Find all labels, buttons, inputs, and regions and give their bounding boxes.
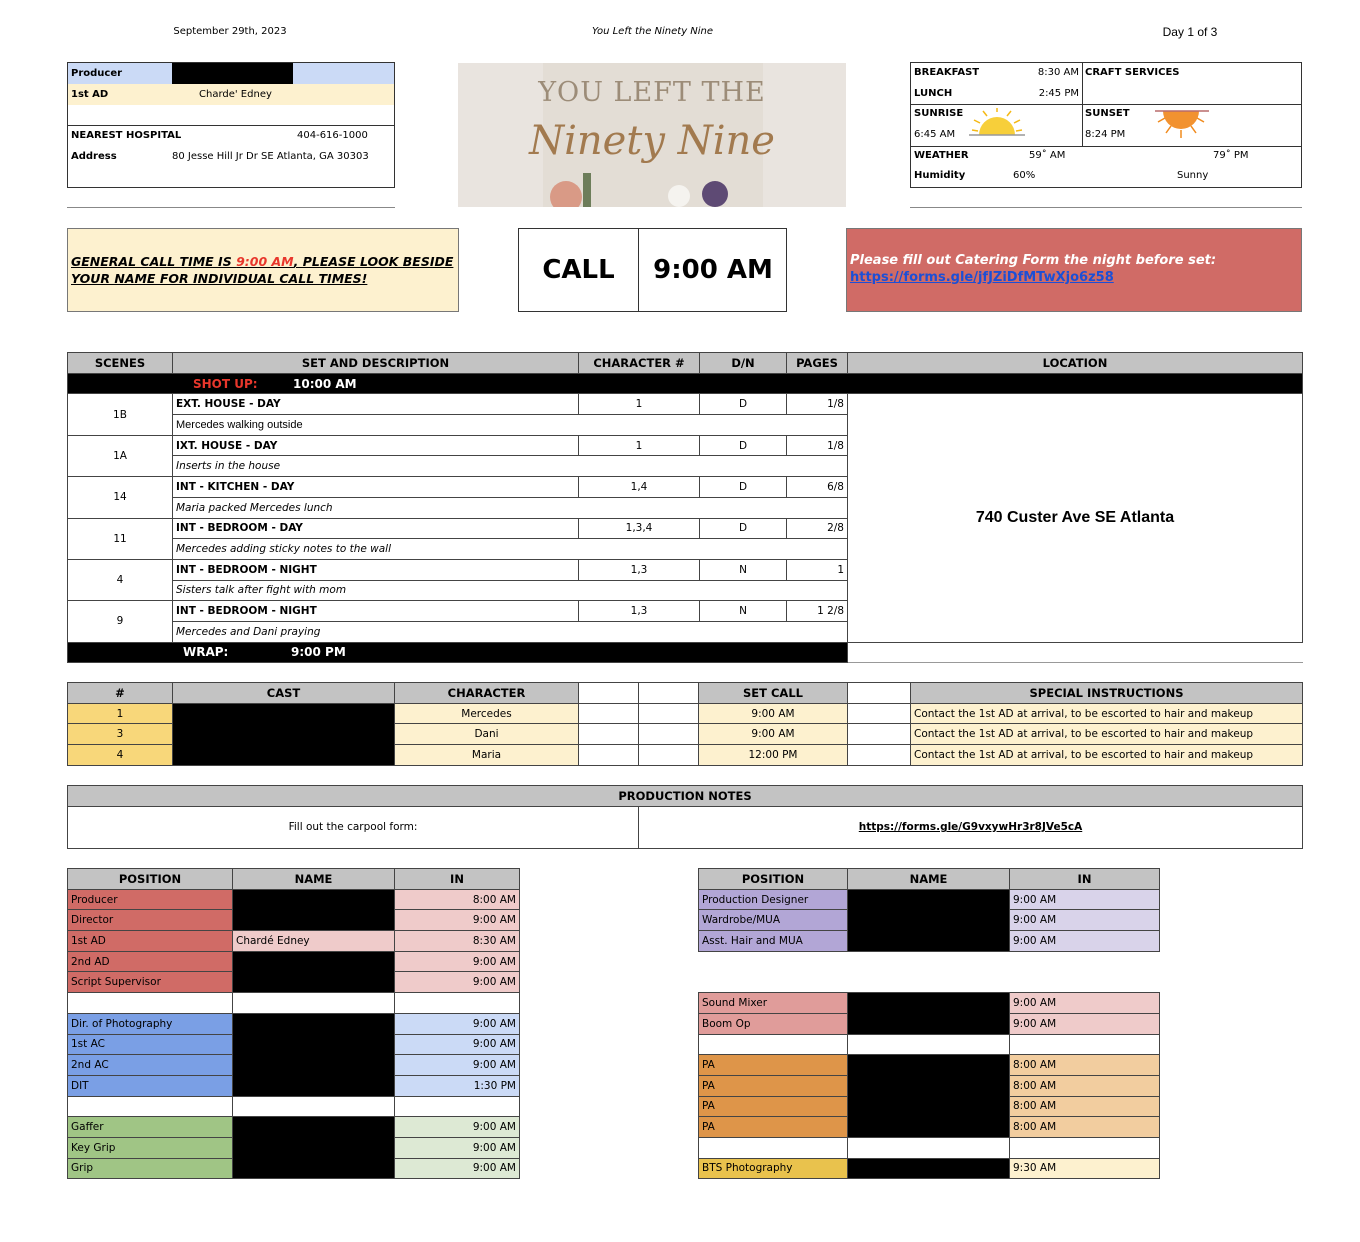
lunch-label: LUNCH	[914, 88, 953, 99]
crew-position: PA	[699, 1117, 848, 1138]
crew-in: 9:30 AM	[1010, 1158, 1160, 1179]
crew-row	[68, 951, 520, 972]
scenes-table	[67, 352, 1303, 663]
crew-name-redacted	[848, 889, 1010, 951]
scene-characters: 1,3	[579, 559, 700, 580]
weather-pm: 79˚ PM	[1213, 150, 1249, 161]
scene-set: INT - BEDROOM - DAY	[173, 518, 579, 539]
crew-position: Wardrobe/MUA	[699, 910, 848, 931]
hospital-row	[68, 125, 394, 146]
production-notes	[67, 785, 1303, 849]
scene-pages: 6/8	[787, 477, 848, 498]
lamb-icon	[668, 185, 690, 207]
header-special-instructions: SPECIAL INSTRUCTIONS	[911, 683, 1303, 704]
header-pages: PAGES	[787, 353, 848, 374]
header-cast: CAST	[173, 683, 395, 704]
logo-line-2: Ninety Nine	[529, 118, 775, 164]
header-character-number: CHARACTER #	[579, 353, 700, 374]
crew-row	[68, 931, 520, 952]
scene-description: Mercedes walking outside	[173, 415, 848, 436]
call-time-box	[518, 228, 787, 312]
cast-row	[68, 703, 1303, 724]
crew-in: 9:00 AM	[395, 1055, 520, 1076]
crew-in: 9:00 AM	[395, 951, 520, 972]
first-ad-row	[68, 84, 394, 105]
divider	[910, 207, 1302, 208]
crew-position: BTS Photography	[699, 1158, 848, 1179]
producer-label: Producer	[71, 68, 123, 79]
crew-row	[68, 1117, 520, 1138]
contacts-box	[67, 62, 395, 188]
breakfast-label: BREAKFAST	[914, 67, 980, 78]
scene-characters: 1,4	[579, 477, 700, 498]
cast-name-redacted	[173, 703, 395, 765]
meals-weather-box	[910, 62, 1302, 188]
cast-instructions: Contact the 1st AD at arrival, to be escorted to hair and makeup	[911, 724, 1303, 745]
crew-row	[699, 1158, 1160, 1179]
header-in: IN	[395, 869, 520, 890]
address-label: Address	[71, 151, 117, 162]
crew-in: 8:00 AM	[1010, 1096, 1160, 1117]
crew-in: 9:00 AM	[395, 1034, 520, 1055]
crew-in: 9:00 AM	[1010, 1013, 1160, 1034]
day-counter: Day 1 of 3	[1162, 25, 1218, 39]
crew-position: DIT	[68, 1075, 233, 1096]
crew-name-redacted	[233, 1013, 395, 1096]
divider	[67, 207, 395, 208]
flower-icon	[550, 181, 582, 207]
crew-row	[68, 889, 520, 910]
call-sheet-date: September 29th, 2023	[173, 26, 287, 37]
general-call-time: 9:00 AM	[236, 254, 294, 269]
crew-in: 9:00 AM	[1010, 993, 1160, 1014]
call-label: CALL	[519, 229, 639, 311]
wrap-label: WRAP:	[183, 645, 229, 660]
violet-flower-icon	[702, 181, 728, 207]
lunch-time: 2:45 PM	[1038, 88, 1079, 99]
catering-form-link[interactable]: https://forms.gle/jfJZiDfMTwXjo6z58	[850, 270, 1114, 285]
header-in: IN	[1010, 869, 1160, 890]
sunrise-time: 6:45 AM	[914, 129, 956, 140]
scene-characters: 1,3	[579, 601, 700, 622]
scene-number: 9	[68, 601, 173, 642]
cast-character: Maria	[395, 745, 579, 766]
scene-number: 4	[68, 559, 173, 600]
scene-pages: 1/8	[787, 394, 848, 415]
crew-table-left	[67, 868, 520, 1179]
call-time: 9:00 AM	[653, 255, 773, 285]
crew-position: 2nd AD	[68, 951, 233, 972]
scene-day-night: N	[700, 601, 787, 622]
cast-number: 3	[68, 724, 173, 745]
crew-position: PA	[699, 1075, 848, 1096]
crew-position: Production Designer	[699, 889, 848, 910]
address-row	[68, 146, 394, 167]
crew-in: 9:00 AM	[395, 1137, 520, 1158]
sunset-time: 8:24 PM	[1085, 129, 1126, 140]
crew-in: 8:00 AM	[1010, 1075, 1160, 1096]
scene-day-night: N	[700, 559, 787, 580]
scene-pages: 1/8	[787, 435, 848, 456]
crew-in: 9:00 AM	[395, 1013, 520, 1034]
scene-characters: 1,3,4	[579, 518, 700, 539]
scene-characters: 1	[579, 394, 700, 415]
crew-in: 9:00 AM	[395, 1158, 520, 1179]
scene-description: Mercedes and Dani praying	[173, 621, 848, 642]
header-name: NAME	[848, 869, 1010, 890]
crew-position: Script Supervisor	[68, 972, 233, 993]
scene-day-night: D	[700, 518, 787, 539]
crew-name-redacted	[848, 1055, 1010, 1138]
cast-number: 1	[68, 703, 173, 724]
sunset-icon	[1155, 108, 1211, 143]
crew-position: Sound Mixer	[699, 993, 848, 1014]
header-name: NAME	[233, 869, 395, 890]
address-value: 80 Jesse Hill Jr Dr SE Atlanta, GA 30303	[172, 151, 369, 162]
general-call-text-2: , PLEASE LOOK BESIDE	[293, 254, 454, 269]
crew-position: Boom Op	[699, 1013, 848, 1034]
crew-name: Chardé Edney	[233, 931, 395, 952]
humidity-value: 60%	[1013, 170, 1036, 181]
crew-position: Dir. of Photography	[68, 1013, 233, 1034]
scene-description: Inserts in the house	[173, 456, 848, 477]
general-call-notice	[67, 228, 459, 312]
crew-position: Key Grip	[68, 1137, 233, 1158]
logo-line-1: YOU LEFT THE	[538, 77, 766, 108]
weather-am: 59˚ AM	[1029, 150, 1066, 161]
crew-row	[699, 889, 1160, 910]
crew-position: Gaffer	[68, 1117, 233, 1138]
scene-pages: 1	[787, 559, 848, 580]
crew-name-redacted	[233, 951, 395, 992]
scene-set: INT - BEDROOM - NIGHT	[173, 559, 579, 580]
scene-set: EXT. HOUSE - DAY	[173, 394, 579, 415]
crew-name-redacted	[233, 889, 395, 930]
cast-set-call: 9:00 AM	[699, 724, 848, 745]
scene-characters: 1	[579, 435, 700, 456]
weather-label: WEATHER	[914, 150, 969, 161]
scene-set: INT - BEDROOM - NIGHT	[173, 601, 579, 622]
crew-position: PA	[699, 1055, 848, 1076]
header-set-call: SET CALL	[699, 683, 848, 704]
scene-pages: 1 2/8	[787, 601, 848, 622]
scene-day-night: D	[700, 394, 787, 415]
shot-up-time: 10:00 AM	[293, 376, 357, 391]
crew-in: 8:00 AM	[1010, 1055, 1160, 1076]
scene-description: Mercedes adding sticky notes to the wall	[173, 539, 848, 560]
hospital-label: NEAREST HOSPITAL	[71, 130, 182, 141]
crew-position: Producer	[68, 889, 233, 910]
crew-in: 9:00 AM	[1010, 931, 1160, 952]
shot-up-label: SHOT UP:	[193, 376, 258, 391]
humidity-label: Humidity	[914, 170, 966, 181]
header-day-night: D/N	[700, 353, 787, 374]
cast-character: Mercedes	[395, 703, 579, 724]
wrap-row	[68, 642, 1303, 663]
first-ad-label: 1st AD	[71, 89, 109, 100]
header-character: CHARACTER	[395, 683, 579, 704]
crew-in: 9:00 AM	[395, 972, 520, 993]
scene-set: INT - KITCHEN - DAY	[173, 477, 579, 498]
catering-text: Please fill out Catering Form the night before set:	[850, 253, 1217, 268]
production-title: You Left the Ninety Nine	[591, 26, 714, 37]
scene-number: 1A	[68, 435, 173, 476]
carpool-form-link[interactable]: https://forms.gle/G9vxywHr3r8JVe5cA	[639, 806, 1303, 848]
crew-in: 8:00 AM	[1010, 1117, 1160, 1138]
scene-day-night: D	[700, 435, 787, 456]
header-position: POSITION	[699, 869, 848, 890]
carpool-label: Fill out the carpool form:	[68, 806, 639, 848]
cast-table	[67, 682, 1303, 766]
scenes-header-row	[68, 353, 1303, 374]
header-position: POSITION	[68, 869, 233, 890]
craft-services-label: CRAFT SERVICES	[1085, 67, 1180, 78]
general-call-text: GENERAL CALL TIME IS	[71, 254, 237, 269]
header-location: LOCATION	[848, 353, 1303, 374]
crew-in: 8:30 AM	[395, 931, 520, 952]
cast-set-call: 12:00 PM	[699, 745, 848, 766]
cast-instructions: Contact the 1st AD at arrival, to be escorted to hair and makeup	[911, 745, 1303, 766]
cast-number: 4	[68, 745, 173, 766]
crew-position: 1st AC	[68, 1034, 233, 1055]
scene-number: 11	[68, 518, 173, 559]
scene-number: 1B	[68, 394, 173, 435]
crew-table-right	[698, 868, 1160, 1179]
producer-row	[68, 63, 394, 84]
scene-description: Sisters talk after fight with mom	[173, 580, 848, 601]
crew-row	[699, 1055, 1160, 1076]
crew-in: 9:00 AM	[395, 910, 520, 931]
cast-set-call: 9:00 AM	[699, 703, 848, 724]
scene-description: Maria packed Mercedes lunch	[173, 497, 848, 518]
crew-row	[68, 1013, 520, 1034]
fern-icon	[583, 173, 591, 207]
crew-in: 8:00 AM	[395, 889, 520, 910]
crew-in: 9:00 AM	[1010, 889, 1160, 910]
header-scenes: SCENES	[68, 353, 173, 374]
hospital-phone: 404-616-1000	[297, 130, 368, 141]
header-number: #	[68, 683, 173, 704]
header-set-description: SET AND DESCRIPTION	[173, 353, 579, 374]
crew-position: 2nd AC	[68, 1055, 233, 1076]
breakfast-time: 8:30 AM	[1037, 67, 1079, 78]
crew-position: Grip	[68, 1158, 233, 1179]
crew-in: 9:00 AM	[395, 1117, 520, 1138]
crew-name-redacted	[848, 1158, 1010, 1179]
catering-notice	[846, 228, 1302, 312]
scene-day-night: D	[700, 477, 787, 498]
crew-name-redacted	[848, 993, 1010, 1034]
cast-header-row	[68, 683, 1303, 704]
sunrise-label: SUNRISE	[914, 108, 964, 119]
scene-number: 14	[68, 477, 173, 518]
crew-position: PA	[699, 1096, 848, 1117]
wrap-time: 9:00 PM	[291, 645, 346, 660]
scene-row	[68, 394, 1303, 415]
scene-set: IXT. HOUSE - DAY	[173, 435, 579, 456]
general-call-text-3: YOUR NAME FOR INDIVIDUAL CALL TIMES!	[71, 271, 368, 286]
weather-condition: Sunny	[1177, 170, 1209, 181]
cast-instructions: Contact the 1st AD at arrival, to be escorted to hair and makeup	[911, 703, 1303, 724]
crew-row	[699, 993, 1160, 1014]
crew-position: 1st AD	[68, 931, 233, 952]
crew-position: Asst. Hair and MUA	[699, 931, 848, 952]
sunrise-icon	[969, 108, 1029, 141]
sunset-label: SUNSET	[1085, 108, 1130, 119]
production-notes-header: PRODUCTION NOTES	[68, 786, 1303, 807]
scene-pages: 2/8	[787, 518, 848, 539]
shot-up-row	[68, 373, 1303, 394]
crew-in: 1:30 PM	[395, 1075, 520, 1096]
producer-name-redacted	[172, 63, 293, 84]
crew-in: 9:00 AM	[1010, 910, 1160, 931]
crew-position: Director	[68, 910, 233, 931]
title-artwork	[458, 63, 846, 207]
location-address: 740 Custer Ave SE Atlanta	[848, 394, 1303, 642]
first-ad-name: Charde' Edney	[199, 89, 272, 100]
cast-character: Dani	[395, 724, 579, 745]
crew-name-redacted	[233, 1117, 395, 1179]
